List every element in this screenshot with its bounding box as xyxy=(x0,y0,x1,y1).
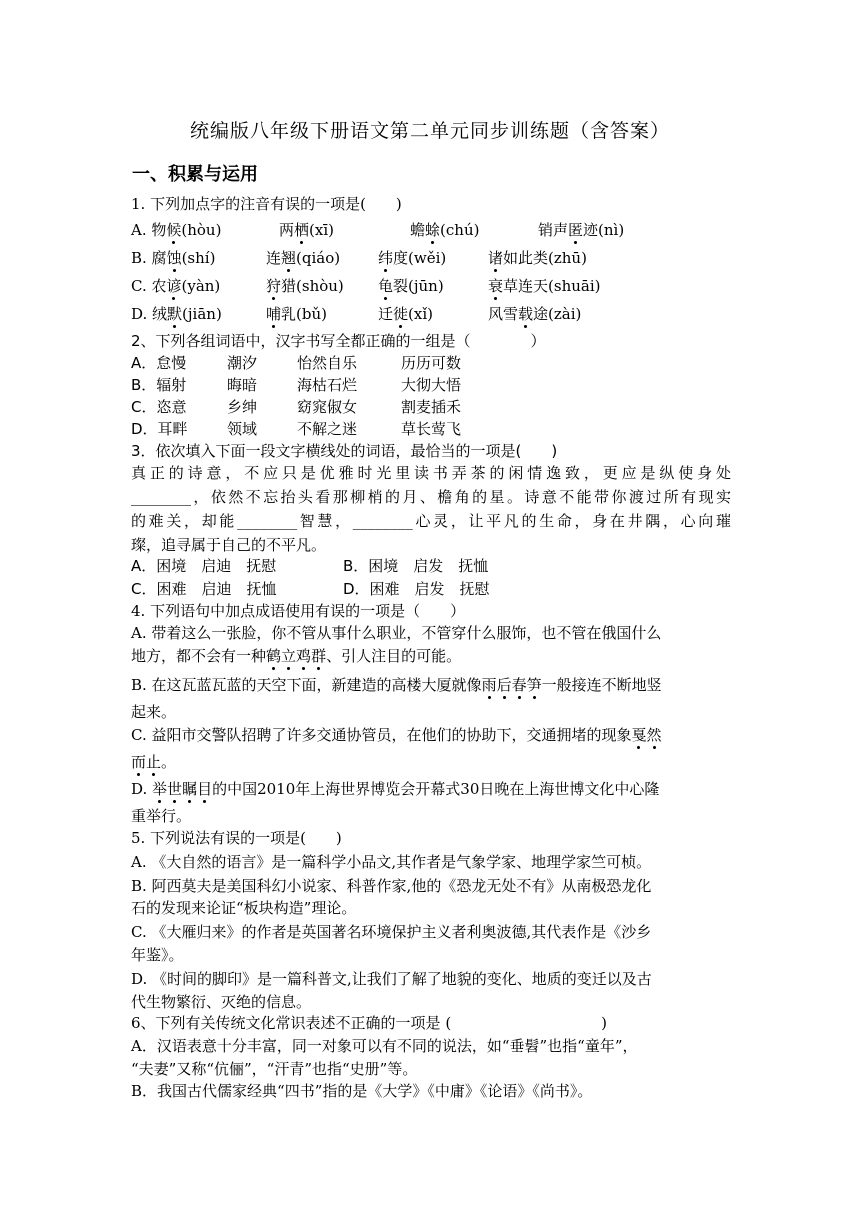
q6-option-a-line-1: A．汉语表意十分丰富，同一对象可以有不同的说法，如“垂髫”也指“童年”， xyxy=(131,1037,638,1055)
section-heading: 一、积累与运用 xyxy=(132,164,258,185)
q1-option-c-3: 龟裂(jūn) xyxy=(378,277,444,295)
q4-dotted-idiom-c2: 而止 xyxy=(131,753,162,771)
q2-option-a-2: 潮汐 xyxy=(227,354,258,372)
q3-option-a: A．困境 启迪 抚慰 xyxy=(131,557,277,575)
q3-paragraph-line-1: 真正的诗意，不应只是优雅时光里读书弄茶的闲情逸致，更应是纵使身处 xyxy=(131,464,731,482)
q2-option-d-2: 领域 xyxy=(227,420,258,438)
q5-option-a: A. 《大自然的语言》是一篇科学小品文,其作者是气象学家、地理学家竺可桢。 xyxy=(131,853,652,871)
question-6-stem: 6、下列有关传统文化常识表述不正确的一项是 ( ) xyxy=(131,1014,608,1032)
q3-paragraph-line-4: 璨，追寻属于自己的不平凡。 xyxy=(131,536,327,554)
q2-option-b-4: 大彻大悟 xyxy=(401,376,462,394)
q2-option-c-3: 窈窕俶女 xyxy=(297,398,358,416)
q4-option-c-line-2: 而止。 xyxy=(131,753,177,771)
q3-paragraph-line-3: 的难关，却能________智慧，________心灵，让平凡的生命，身在井隅，心向璀 xyxy=(131,512,731,530)
q4-option-d-line-1: D. 举世瞩目的中国2010年上海世界博览会开幕式30日晚在上海世博文化中心隆 xyxy=(131,780,660,798)
q3-option-c: C．困难 启迪 抚恤 xyxy=(131,580,277,598)
q1-option-c-4: 衰草连天(shuāi) xyxy=(488,277,601,295)
question-5-stem: 5. 下列说法有误的一项是( ) xyxy=(131,829,342,847)
q4-dotted-idiom-d: 举世瞩目 xyxy=(152,780,213,798)
q4-option-b-line-2: 起来。 xyxy=(131,703,177,721)
q2-option-d-3: 不解之迷 xyxy=(297,420,358,438)
q1-option-b-2: 连翘(qiáo) xyxy=(266,249,341,267)
q3-paragraph-line-2: ________，依然不忘抬头看那柳梢的月、檐角的星。诗意不能带你渡过所有现实 xyxy=(131,488,731,506)
q4-option-c-line-1: C. 益阳市交警队招聘了许多交通协管员，在他们的协助下，交通拥堵的现象戛然 xyxy=(131,726,662,744)
q5-option-d-line-2: 代生物繁衍、灭绝的信息。 xyxy=(131,993,312,1011)
q2-option-b-1: B．辐射 xyxy=(131,376,187,394)
q4-dotted-idiom-a: 鹤立鸡群 xyxy=(266,647,327,665)
question-1-stem: 1. 下列加点字的注音有误的一项是( ) xyxy=(131,195,402,213)
q1-option-d-3: 迁徙(xǐ) xyxy=(378,305,433,323)
q4-option-a-line-2: 地方，都不会有一种鹤立鸡群、引人注目的可能。 xyxy=(131,647,462,665)
document-title: 统编版八年级下册语文第二单元同步训练题（含答案） xyxy=(189,120,670,142)
q4-option-d-line-2: 重举行。 xyxy=(131,807,192,825)
question-4-stem: 4. 下列语句中加点成语使用有误的一项是（ ） xyxy=(131,602,466,620)
q2-option-b-3: 海枯石烂 xyxy=(297,376,358,394)
q2-option-d-1: D．耳畔 xyxy=(131,420,188,438)
q5-option-b-line-1: B. 阿西莫夫是美国科幻小说家、科普作家,他的《恐龙无处不有》从南极恐龙化 xyxy=(131,877,652,895)
q2-option-d-4: 草长莺飞 xyxy=(401,420,462,438)
q1-option-c-2: 狩猎(shòu) xyxy=(266,277,344,295)
q2-option-c-2: 乡绅 xyxy=(227,398,258,416)
q2-option-c-1: C．恣意 xyxy=(131,398,187,416)
q1-option-a-1: A. 物候(hòu) xyxy=(131,221,222,239)
q5-option-b-line-2: 石的发现来论证“板块构造”理论。 xyxy=(131,899,357,917)
q4-option-b-line-1: B. 在这瓦蓝瓦蓝的天空下面，新建造的高楼大厦就像雨后春笋一般接连不断地竖 xyxy=(131,676,662,694)
q1-option-a-4: 销声匿迹(nì) xyxy=(538,221,625,239)
question-3-stem: 3．依次填入下面一段文字横线处的词语，最恰当的一项是( ) xyxy=(131,442,558,460)
q5-option-d-line-1: D. 《时间的脚印》是一篇科普文,让我们了解了地貌的变化、地质的变迁以及古 xyxy=(131,970,652,988)
q6-option-b: B．我国古代儒家经典“四书”指的是《大学》《中庸》《论语》《尚书》。 xyxy=(131,1082,593,1100)
q5-option-c-line-1: C. 《大雁归来》的作者是英国著名环境保护主义者利奥波德,其代表作是《沙乡 xyxy=(131,923,652,941)
q1-option-b-4: 诸如此类(zhū) xyxy=(488,249,587,267)
q1-option-a-3: 蟾蜍(chú) xyxy=(410,221,480,239)
q4-dotted-idiom-b: 雨后春笋 xyxy=(481,676,542,694)
q4-dotted-idiom-c1: 戛然 xyxy=(631,726,662,744)
q1-option-c-1: C. 农谚(yàn) xyxy=(131,277,221,295)
q3-option-d: D．困难 启发 抚慰 xyxy=(343,580,490,598)
q2-option-a-3: 怡然自乐 xyxy=(297,354,358,372)
q1-option-d-1: D. 绒默(jiān) xyxy=(131,305,222,323)
q6-option-a-line-2: “夫妻”又称“伉俪”，“汗青”也指“史册”等。 xyxy=(131,1060,418,1078)
q2-option-c-4: 割麦插禾 xyxy=(401,398,462,416)
q1-option-d-2: 哺乳(bǔ) xyxy=(266,305,327,323)
q4-option-a-line-1: A. 带着这么一张脸，你不管从事什么职业，不管穿什么服饰，也不管在俄国什么 xyxy=(131,624,662,642)
q2-option-b-2: 晦暗 xyxy=(227,376,258,394)
q1-option-d-4: 风雪载途(zài) xyxy=(488,305,582,323)
question-2-stem: 2、下列各组词语中，汉字书写全都正确的一组是（ ） xyxy=(131,332,546,350)
q5-option-c-line-2: 年鉴》。 xyxy=(131,946,184,964)
q2-option-a-4: 历历可数 xyxy=(401,354,462,372)
q3-option-b: B．困境 启发 抚恤 xyxy=(343,557,489,575)
q1-option-a-2: 两栖(xī) xyxy=(279,221,334,239)
q1-option-b-3: 纬度(wěi) xyxy=(378,249,447,267)
q1-option-b-1: B. 腐蚀(shí) xyxy=(131,249,216,267)
q2-option-a-1: A．怠慢 xyxy=(131,354,187,372)
